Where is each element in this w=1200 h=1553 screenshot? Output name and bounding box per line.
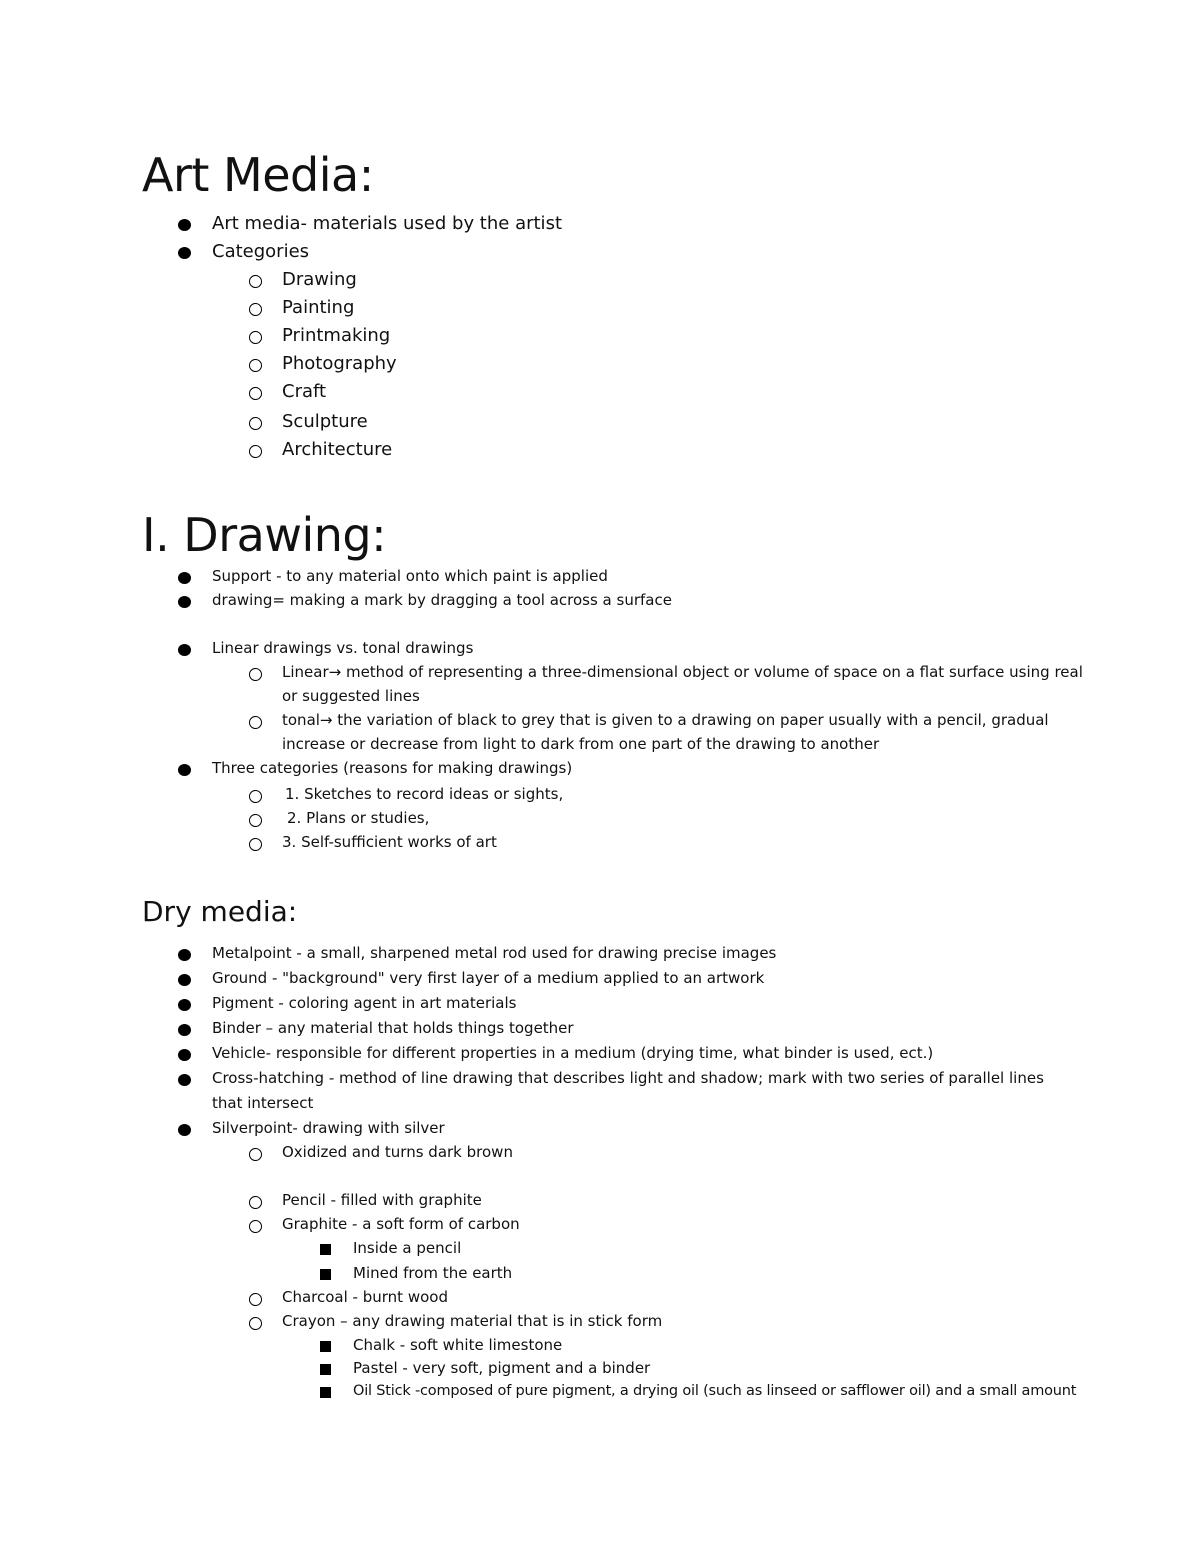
category-item: Painting	[282, 297, 355, 318]
list-item-oil-stick: Oil Stick -composed of pure pigment, a drying oil (such as linseed or safflower oil) and a small amount	[353, 1383, 1077, 1399]
list-item-cross-hatching: Cross-hatching - method of line drawing that describes light and shadow; mark with two series of parallel lines	[212, 1069, 1044, 1087]
list-item-vehicle: Vehicle- responsible for different properties in a medium (drying time, what binder is used, ect.)	[212, 1044, 934, 1062]
list-item-chalk: Chalk - soft white limestone	[353, 1336, 563, 1354]
list-item-tonal-continued: increase or decrease from light to dark from one part of the drawing to another	[282, 735, 880, 753]
bullet-circle	[249, 716, 262, 729]
list-item-cross-hatching-continued: that intersect	[212, 1094, 314, 1112]
bullet-circle	[249, 445, 262, 458]
list-item-three-categories: Three categories (reasons for making drawings)	[212, 759, 573, 777]
bullet-circle	[249, 1148, 262, 1161]
bullet-circle	[249, 668, 262, 681]
bullet-disc	[178, 596, 191, 608]
bullet-circle	[249, 1196, 262, 1209]
list-item-charcoal: Charcoal - burnt wood	[282, 1288, 448, 1306]
category-item: Printmaking	[282, 325, 391, 346]
bullet-disc	[178, 1124, 191, 1136]
bullet-circle	[249, 303, 262, 316]
bullet-disc	[178, 974, 191, 986]
bullet-disc	[178, 1074, 191, 1086]
bullet-square	[320, 1341, 331, 1352]
category-item: Drawing	[282, 269, 357, 290]
list-item-mined: Mined from the earth	[353, 1264, 513, 1282]
bullet-disc	[178, 219, 191, 231]
bullet-disc	[178, 1049, 191, 1061]
bullet-square	[320, 1364, 331, 1375]
bullet-square	[320, 1244, 331, 1255]
list-item-tonal: tonal→ the variation of black to grey that is given to a drawing on paper usually with a pencil, gradual	[282, 711, 1049, 729]
list-item-pigment: Pigment - coloring agent in art materials	[212, 994, 517, 1012]
bullet-circle	[249, 331, 262, 344]
bullet-circle	[249, 417, 262, 430]
bullet-circle	[249, 790, 262, 803]
list-item-binder: Binder – any material that holds things together	[212, 1019, 574, 1037]
bullet-circle	[249, 814, 262, 827]
bullet-circle	[249, 1220, 262, 1233]
section-heading-dry-media: Dry media:	[142, 895, 298, 928]
bullet-disc	[178, 949, 191, 961]
bullet-disc	[178, 247, 191, 259]
bullet-disc	[178, 644, 191, 656]
list-item-silverpoint: Silverpoint- drawing with silver	[212, 1119, 445, 1137]
list-item-graphite: Graphite - a soft form of carbon	[282, 1215, 520, 1233]
list-item-ground: Ground - "background" very first layer of a medium applied to an artwork	[212, 969, 765, 987]
list-item-categories: Categories	[212, 241, 310, 262]
bullet-disc	[178, 999, 191, 1011]
list-item-art-media: Art media- materials used by the artist	[212, 213, 562, 234]
list-item-support: Support - to any material onto which paint is applied	[212, 567, 608, 585]
list-item-inside-pencil: Inside a pencil	[353, 1239, 462, 1257]
bullet-circle	[249, 1317, 262, 1330]
bullet-circle	[249, 387, 262, 400]
bullet-disc	[178, 572, 191, 584]
category-item: Photography	[282, 353, 397, 374]
bullet-circle	[249, 838, 262, 851]
list-item-oxidized: Oxidized and turns dark brown	[282, 1143, 513, 1161]
list-item-linear-vs-tonal: Linear drawings vs. tonal drawings	[212, 639, 474, 657]
bullet-square	[320, 1387, 331, 1398]
list-item-crayon: Crayon – any drawing material that is in stick form	[282, 1312, 663, 1330]
bullet-circle	[249, 275, 262, 288]
category-item: Craft	[282, 381, 327, 402]
list-item-metalpoint: Metalpoint - a small, sharpened metal rod used for drawing precise images	[212, 944, 777, 962]
bullet-square	[320, 1269, 331, 1280]
list-item-pencil: Pencil - filled with graphite	[282, 1191, 482, 1209]
list-item-drawing-definition: drawing= making a mark by dragging a tool across a surface	[212, 591, 672, 609]
section-heading-drawing: I. Drawing:	[142, 508, 387, 562]
page-title: Art Media:	[142, 148, 374, 202]
bullet-circle	[249, 359, 262, 372]
reason-item: 3. Self-sufficient works of art	[282, 833, 497, 851]
reason-item: 2. Plans or studies,	[287, 809, 430, 827]
bullet-disc	[178, 1024, 191, 1036]
bullet-disc	[178, 764, 191, 776]
category-item: Sculpture	[282, 411, 368, 432]
reason-item: 1. Sketches to record ideas or sights,	[285, 785, 564, 803]
category-item: Architecture	[282, 439, 393, 460]
list-item-pastel: Pastel - very soft, pigment and a binder	[353, 1359, 651, 1377]
list-item-linear-continued: or suggested lines	[282, 687, 420, 705]
list-item-linear: Linear→ method of representing a three-dimensional object or volume of space on a flat surface using real	[282, 663, 1083, 681]
bullet-circle	[249, 1293, 262, 1306]
